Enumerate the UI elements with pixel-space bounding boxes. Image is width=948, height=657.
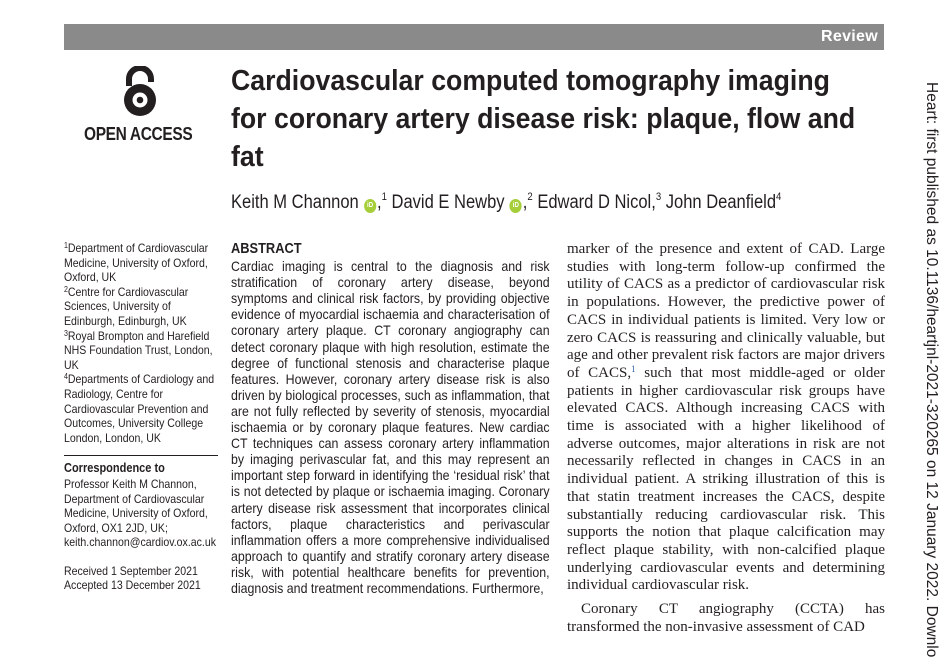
- article-title: Cardiovascular computed tomography imaging for coronary artery disease risk: plaque, flow and fat: [231, 65, 856, 173]
- orcid-icon[interactable]: iD: [364, 199, 376, 213]
- affiliation-text: Departments of Cardiology and Radiology, Centre for Cardiovascular Prevention and Outcomes, University College London, London, UK: [64, 372, 215, 445]
- affiliation-ref: 4: [776, 191, 782, 203]
- affiliation-item: [64, 285, 218, 329]
- body-paragraph: Coronary CT angiography (CCTA) has transformed the non-invasive assessment of CAD: [567, 601, 885, 635]
- article-dates: [64, 564, 218, 593]
- sidebar-info: [64, 241, 218, 593]
- correspondence-line: Professor Keith M Channon,: [64, 476, 197, 491]
- correspondence-line: Medicine, University of Oxford,: [64, 506, 208, 521]
- correspondence-line: Department of Cardiovascular: [64, 491, 205, 506]
- publication-side-note: Heart: first published as 10.1136/heartjnl-2021-320265 on 12 January 2022. Downlo: [923, 82, 940, 657]
- affiliation-item: [64, 241, 218, 285]
- correspondence-line: Oxford, OX1 2JD, UK;: [64, 520, 168, 535]
- author-name[interactable]: Keith M Channon: [231, 192, 359, 213]
- abstract-text: Cardiac imaging is central to the diagnosis and risk stratification of coronary artery disease, beyond symptoms and clinical risk factors, by providing objective evidence of myocardial ischaemia and characterisation of coronary artery plaque. CT coronary angiography can detect coronary plaque with high resolution, estimate the degree of functional stenosis and characterise plaque features. However, coronary artery disease risk is also driven by biological processes, such as inflammation, that are not fully reflected by severity of stenosis, myocardial ischaemia or by coronary plaque features. New cardiac CT techniques can assess coronary artery inflammation by imaging perivascular fat, and this may represent an important step forward in identifying the ‘residual risk’ that is not detected by plaque or ischaemia imaging. Coronary artery disease risk assessment that incorporates clinical factors, plaque characteristics and perivascular inflammation offers a more comprehensive individualised approach to quantify and stratify coronary artery disease risk, with potential healthcare benefits for prevention, diagnosis and treatment recommendations. Furthermore,: [231, 258, 550, 596]
- reference-link[interactable]: 1: [631, 363, 636, 374]
- correspondence-heading: Correspondence to: [64, 461, 165, 476]
- author-name[interactable]: David E Newby: [391, 192, 505, 213]
- affiliation-sup: 2: [64, 284, 68, 294]
- affiliation-text: Royal Brompton and Harefield NHS Foundation Trust, London, UK: [64, 328, 213, 372]
- affiliation-ref: 3: [655, 191, 662, 203]
- body-paragraph: [567, 241, 885, 595]
- correspondence-email[interactable]: keith.channon@cardiov.ox.ac.uk: [64, 535, 217, 550]
- section-label: Review: [64, 24, 884, 50]
- open-access-label: OPEN ACCESS: [84, 124, 193, 144]
- author-list: Keith M Channon iD ,$^1$ David E Newby iD ,$^2$ Edward D Nicol,$^3$ John Deanfield$^4$: [231, 191, 782, 213]
- affiliation-item: [64, 329, 218, 373]
- affiliation-text: Centre for Cardiovascular Sciences, University of Edinburgh, Edinburgh, UK: [64, 284, 189, 328]
- affiliation-ref: 1: [381, 191, 387, 203]
- affiliation-sup: 1: [64, 241, 68, 250]
- body-text: [567, 241, 885, 636]
- abstract: [231, 241, 550, 596]
- received-date: Received 1 September 2021: [64, 563, 198, 578]
- abstract-heading: ABSTRACT: [231, 241, 302, 257]
- accepted-date: Accepted 13 December 2021: [64, 578, 201, 593]
- affiliation-sup: 4: [64, 372, 68, 382]
- author-name[interactable]: Edward D Nicol: [537, 192, 652, 213]
- affiliation-ref: 2: [527, 191, 533, 203]
- divider: [64, 455, 218, 456]
- paragraph-text: marker of the presence and extent of CAD. Large studies with long-term follow-up confirmed the utility of CACS as a predictor of cardiovascular risk in populations. However, the predictive power of CACS in individual patients is limited. Very low or zero CACS is reassuring and clinically valuable, but age and other prevalent risk factors are major drivers of CACS,: [567, 241, 885, 381]
- author-name[interactable]: John Deanfield: [665, 192, 777, 213]
- affiliation-text: Department of Cardiovascular Medicine, University of Oxford, Oxford, UK: [64, 241, 209, 285]
- open-access-lock-icon: [116, 66, 164, 118]
- orcid-icon[interactable]: iD: [510, 199, 522, 213]
- paragraph-text: such that most middle-aged or older patients in higher cardiovascular risk groups have elevated CACS. Although increasing CACS with time is associated with a higher likelihood of adverse outcomes, major alterations in risk are not necessarily reflected in changes in CACS in an individual patient. A striking illustration of this is that statin treatment increases the CACS, despite substantially reducing cardiovascular risk. This supports the notion that plaque calcification may reflect plaque stability, with non-calcified plaque underlying cardiovascular events and determining individual cardiovascular risk.: [567, 364, 885, 594]
- affiliation-item: [64, 372, 218, 445]
- affiliation-sup: 3: [64, 328, 68, 338]
